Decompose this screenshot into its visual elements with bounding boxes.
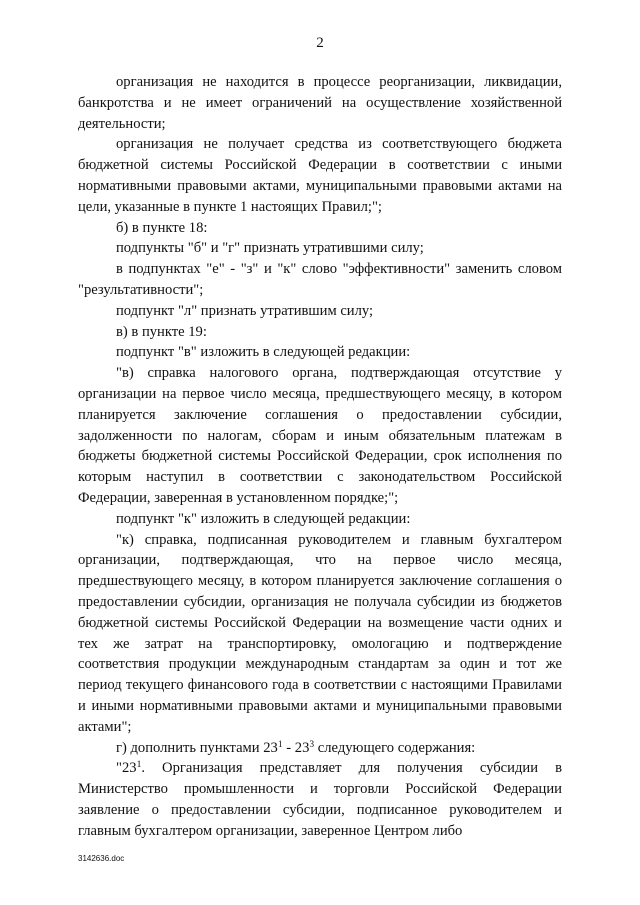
- superscript: 1: [136, 760, 142, 771]
- text-run: . Организация представляет для получения субсидии в Министерство промышленности и торговли Российской Федерации заявление о предоставлении субсидии, подписанное руководителем и главным бухгалтером организации, заверенное Центром либо: [78, 760, 562, 839]
- paragraph: организация не получает средства из соответствующего бюджета бюджетной системы Российской Федерации в соответствии с иными нормативными правовыми актами, муниципальными правовыми актами на цели, указанные в пункте 1 настоящих Правил;";: [78, 136, 562, 215]
- paragraph: подпункт "в" изложить в следующей редакции:: [116, 344, 411, 361]
- paragraph: подпункты "б" и "г" признать утратившими силу;: [116, 240, 424, 257]
- paragraph: в) в пункте 19:: [116, 323, 207, 340]
- paragraph: в подпунктах "е" - "з" и "к" слово "эффективности" заменить словом "результативности";: [78, 261, 562, 298]
- paragraph-g: [78, 738, 562, 759]
- paragraph: организация не находится в процессе реорганизации, ликвидации, банкротства и не имеет ограничений на осуществление хозяйственной деятельности;: [78, 74, 562, 132]
- paragraph: "в) справка налогового органа, подтверждающая отсутствие у организации на первое число месяца, предшествующего месяцу, в котором планируется заключение соглашения о предоставлении субсидии, задолженности по налогам, сборам и иным обязательным платежам в бюджеты бюджетной системы Российской Федерации, срок исполнения по которым наступил в соответствии с законодательством Российской Федерации, заверенная в установленном порядке;";: [78, 365, 562, 506]
- text-run: г) дополнить пунктами 23: [116, 739, 278, 756]
- paragraph: подпункт "л" признать утратившим силу;: [116, 302, 374, 319]
- file-name-footer: 3142636.doc: [78, 854, 125, 863]
- text-run: - 23: [282, 739, 310, 756]
- text-run: следующего содержания:: [314, 739, 476, 756]
- document-body: [78, 72, 562, 841]
- superscript: 3: [309, 739, 315, 750]
- superscript: 1: [277, 739, 283, 750]
- paragraph-23-1: [78, 758, 562, 841]
- page-number: 2: [316, 35, 324, 51]
- text-run: "23: [116, 760, 137, 777]
- paragraph: "к) справка, подписанная руководителем и главным бухгалтером организации, подтверждающая, что на первое число месяца, предшествующего месяцу, в котором планируется заключение соглашения о предоставлении субсидии, организация не получала субсидии из бюджетов бюджетной системы Российской Федерации на возмещение части одних и тех же затрат на транспортировку, омологацию и подтверждение соответствия продукции международным стандартам за один и тот же период текущего финансового года в соответствии с настоящими Правилами и иными нормативными правовыми актами и муниципальными правовыми актами";: [78, 531, 562, 735]
- paragraph: б) в пункте 18:: [116, 219, 208, 236]
- paragraph: подпункт "к" изложить в следующей редакции:: [116, 510, 411, 527]
